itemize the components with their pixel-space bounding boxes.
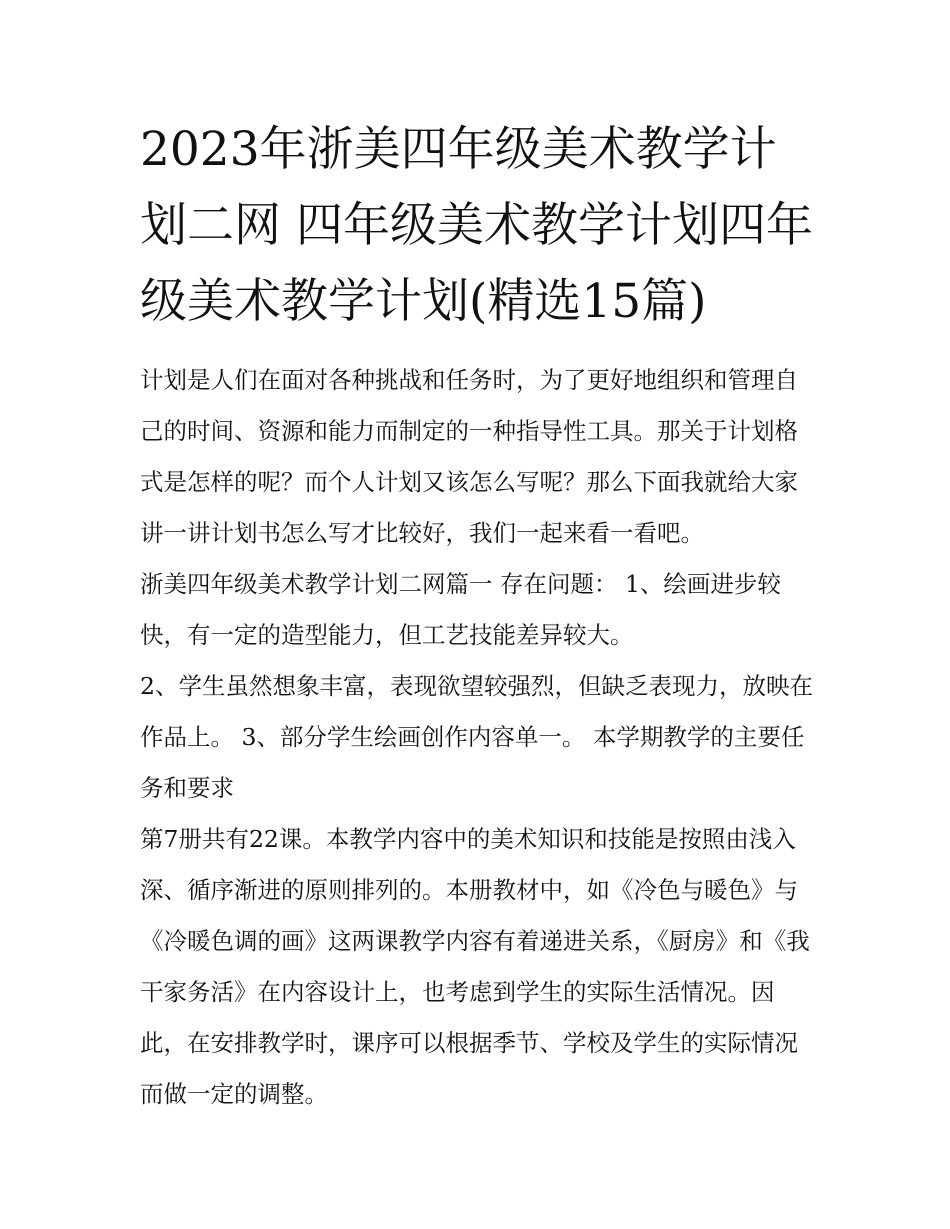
paragraph-textbook: 第7册共有22课。本教学内容中的美术知识和技能是按照由浅入深、循序渐进的原则排列的。本册教材中，如《冷色与暖色》与《冷暖色调的画》这两课教学内容有着递进关系，《厨房》和《我干家务活》在内容设计上，也考虑到学生的实际生活情况。因此，在安排教学时，课序可以根据季节、学校及学生的实际情况而做一定的调整。 <box>140 825 810 1108</box>
paragraph-students: 2、学生虽然想象丰富，表现欲望较强烈，但缺乏表现力，放映在作品上。 3、部分学生绘画创作内容单一。 本学期教学的主要任务和要求 <box>140 672 813 802</box>
document-title: 2023年浙美四年级美术教学计划二网 四年级美术教学计划四年级美术教学计划(精选15篇) <box>140 122 813 329</box>
paragraph-problems: 浙美四年级美术教学计划二网篇一 存在问题： 1、绘画进步较快，有一定的造型能力，但工艺技能差异较大。 <box>140 570 781 649</box>
paragraph-intro: 计划是人们在面对各种挑战和任务时，为了更好地组织和管理自己的时间、资源和能力而制定的一种指导性工具。那关于计划格式是怎样的呢？而个人计划又该怎么写呢？那么下面我就给大家讲一讲计划书怎么写才比较好，我们一起来看一看吧。 <box>140 366 798 547</box>
document-body <box>140 355 820 1120</box>
